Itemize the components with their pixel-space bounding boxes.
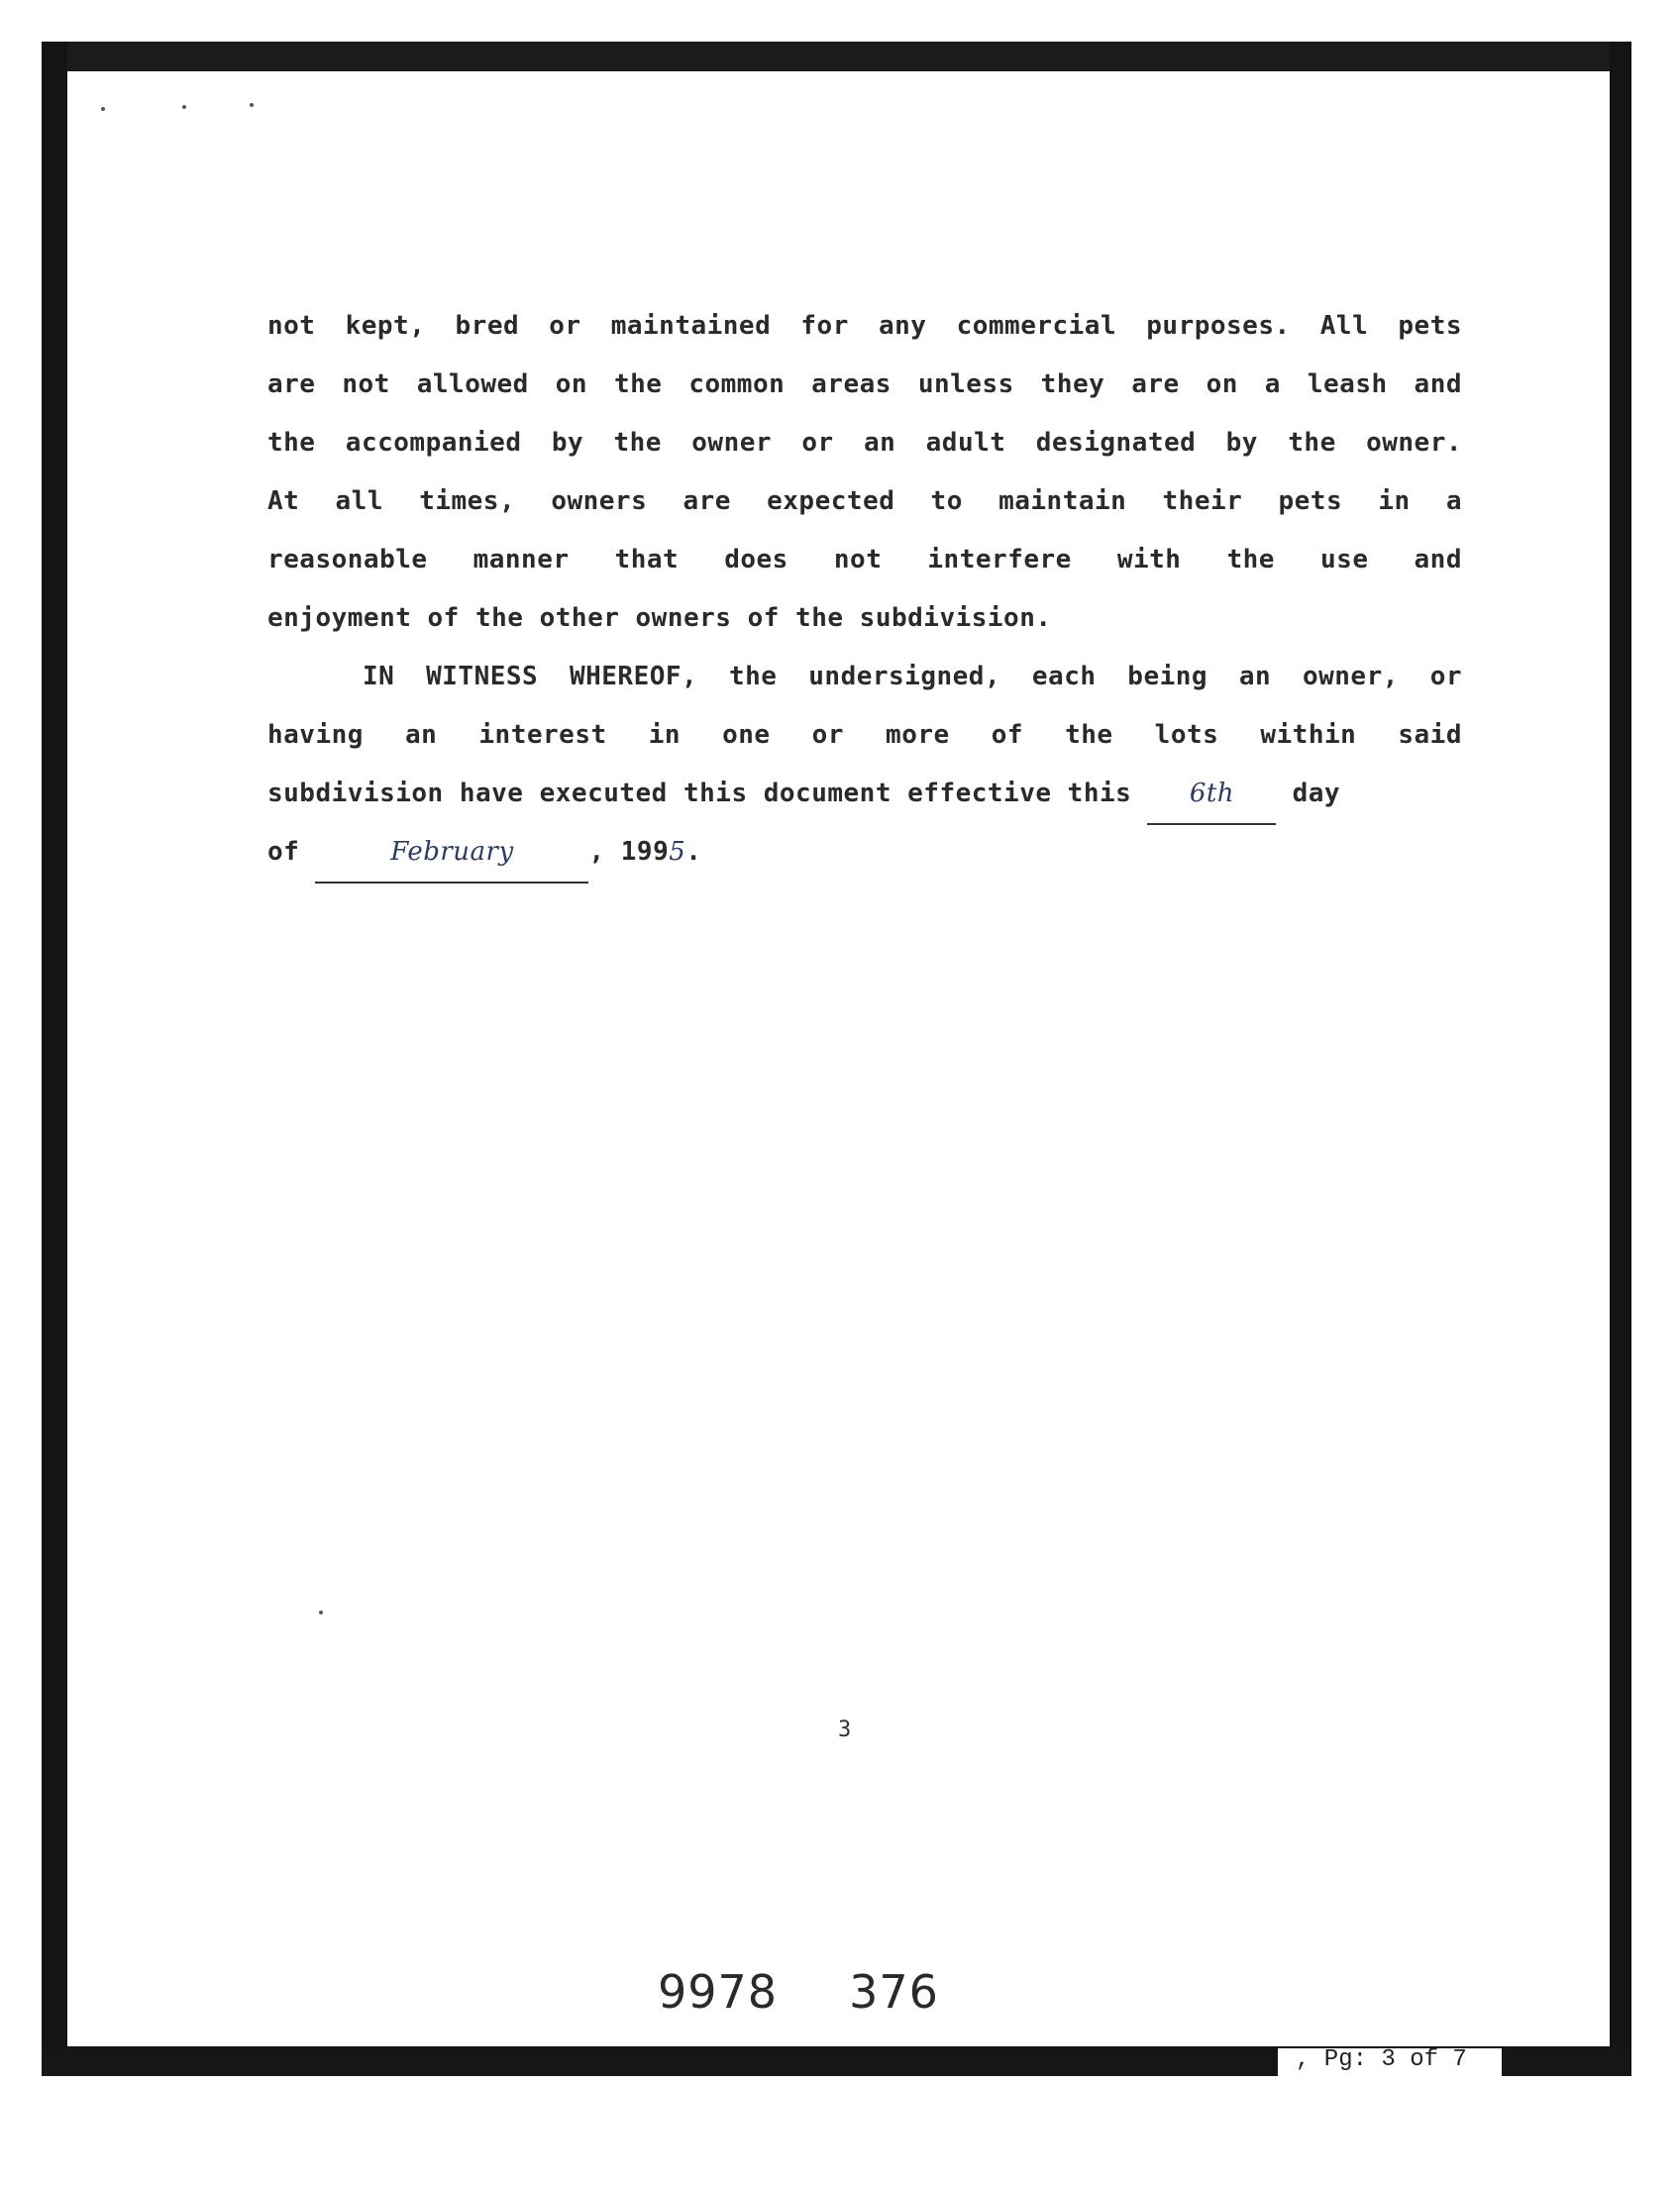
handwritten-month: February: [315, 823, 588, 884]
page-reference: 376: [849, 1965, 939, 2019]
scan-border-top: [42, 42, 1624, 71]
body-line: enjoyment of the other owners of the subdivision.: [267, 603, 1052, 633]
of-label: of: [267, 837, 300, 867]
scan-speck: [319, 1611, 323, 1614]
effective-text: subdivision have executed this document effective this: [267, 779, 1132, 808]
book-number: 9978: [658, 1965, 779, 2019]
body-line: At all times, owners are expected to maintain their pets in a: [267, 486, 1462, 516]
book-page-stamp: [658, 1965, 939, 2019]
body-line: are not allowed on the common areas unless they are on a leash and: [267, 369, 1462, 399]
year-printed: , 199: [588, 837, 670, 867]
handwritten-day: 6th: [1147, 765, 1276, 825]
month-year-line: [267, 823, 1462, 882]
witness-line: having an interest in one or more of the lots within said: [267, 720, 1462, 750]
effective-date-line: [267, 765, 1462, 823]
body-line: the accompanied by the owner or an adult designated by the owner.: [267, 428, 1462, 458]
scan-speck: [182, 105, 186, 109]
page-number: 3: [838, 1718, 852, 1742]
scan-border-right: [1610, 42, 1631, 2074]
document-body: [267, 297, 1462, 882]
handwritten-year-digit: 5: [669, 837, 686, 867]
scan-border-left: [42, 42, 67, 2074]
witness-line: IN WITNESS WHEREOF, the undersigned, each being an owner, or: [363, 662, 1462, 691]
day-label: day: [1292, 779, 1341, 808]
body-line: not kept, bred or maintained for any commercial purposes. All pets: [267, 311, 1462, 341]
body-line: reasonable manner that does not interfere with the use and: [267, 545, 1462, 574]
footer-page-stamp: , Pg: 3 of 7: [1296, 2046, 1467, 2073]
scan-speck: [250, 103, 254, 107]
period: .: [685, 837, 702, 867]
scan-speck: [101, 107, 105, 111]
